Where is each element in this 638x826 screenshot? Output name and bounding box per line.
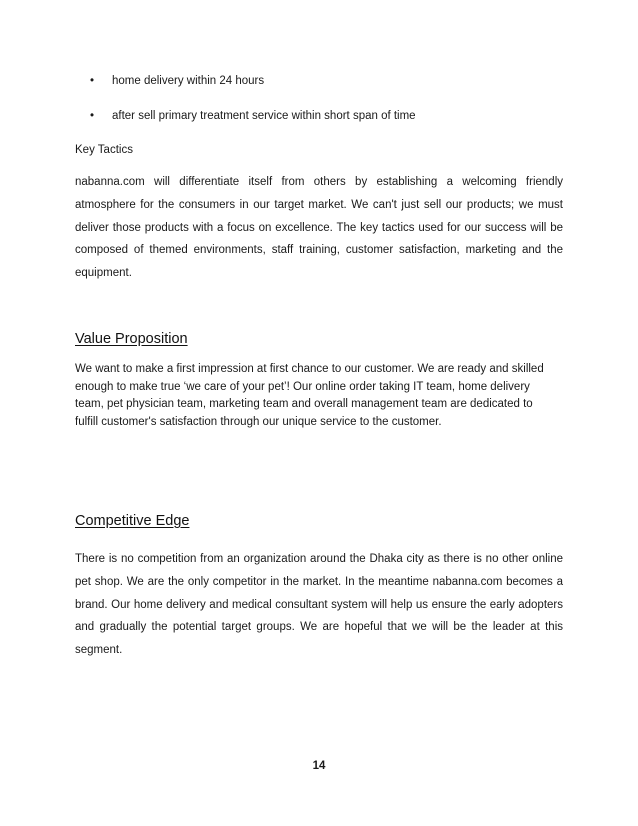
bullet-symbol: • — [90, 110, 95, 122]
key-tactics-label: Key Tactics — [75, 144, 133, 156]
bullet-text: home delivery within 24 hours — [112, 75, 265, 87]
bullet-symbol: • — [90, 75, 95, 87]
key-tactics-paragraph: nabanna.com will differentiate itself from others by establishing a welcoming friendly atmosphere for the consumers in our target market. We can't just sell our products; we must deliver those products with a focus on excellence. The key tactics used for our success will be composed of themed environments, staff training, customer satisfaction, marketing and the equipment. — [75, 176, 563, 280]
value-proposition-paragraph: We want to make a first impression at first chance to our customer. We are ready and skilled enough to make true ‘we care of your pet’! Our online order taking IT team, home delivery team, pet physician team, marketing team and overall management team are dedicated to fulfill customer's satisfaction through our unique service to the customer. — [75, 363, 544, 428]
bullet-text: after sell primary treatment service within short span of time — [112, 110, 416, 122]
page-number: 14 — [312, 760, 326, 772]
value-proposition-heading: Value Proposition — [75, 331, 188, 347]
competitive-edge-paragraph: There is no competition from an organization around the Dhaka city as there is no other online pet shop. We are the only competitor in the market. In the meantime nabanna.com becomes a brand. Our home delivery and medical consultant system will help us ensure the early adopters and gradually the potential target groups. We are hopeful that we will be the leader at this segment. — [75, 553, 563, 657]
competitive-edge-heading: Competitive Edge — [75, 513, 190, 529]
